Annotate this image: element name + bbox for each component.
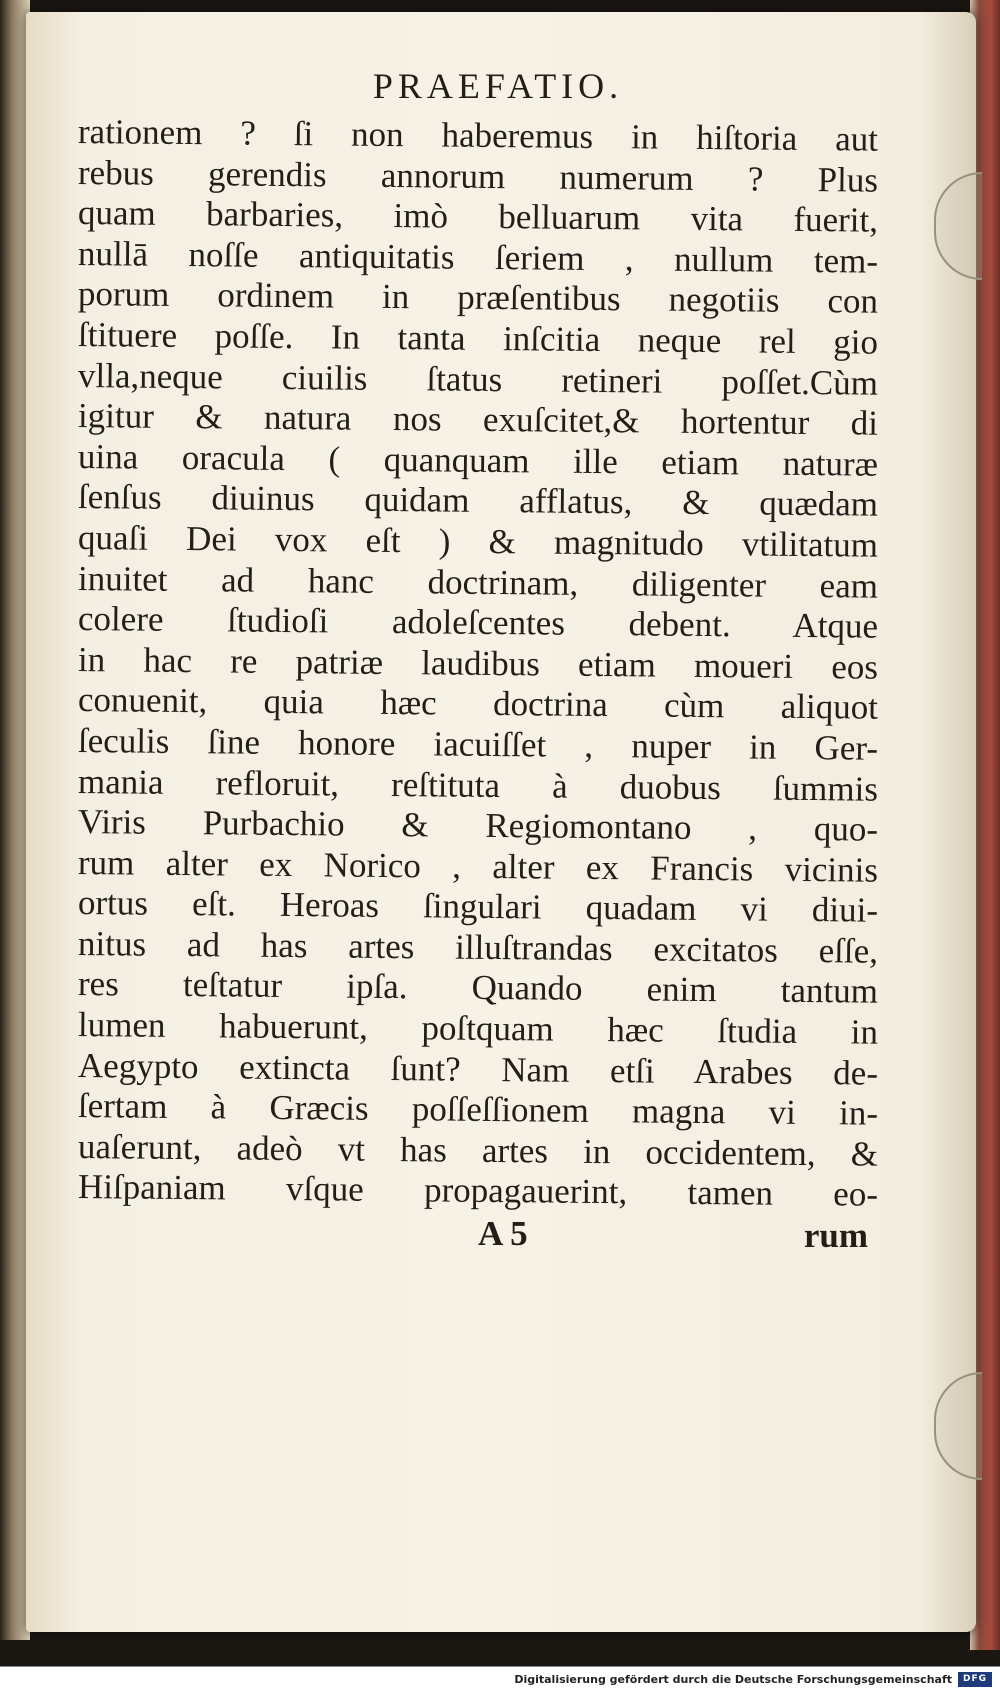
signature-mark: A 5 <box>478 1214 528 1254</box>
text-line: res teſtatur ipſa. Quando enim tantum <box>77 964 879 1012</box>
page-foot <box>78 1214 878 1262</box>
text-line: rebus gerendis annorum numerum ? Plus <box>77 152 879 200</box>
footer-bar <box>0 1666 1000 1695</box>
footer-credit: Digitalisierung gefördert durch die Deutsche Forschungsgemeinschaft <box>514 1673 952 1686</box>
text-line: Hiſpaniam vſque propagauerint, tamen eo- <box>77 1167 879 1215</box>
catchword: rum <box>803 1216 868 1256</box>
book-page <box>26 12 976 1632</box>
text-line: ſeculis ſine honore iacuiſſet , nuper in Ger- <box>77 720 879 768</box>
text-line: Viris Purbachio & Regiomontano , quo- <box>77 802 879 849</box>
text-line: nitus ad has artes illuſtrandas excitatos eſſe, <box>77 923 879 971</box>
text-line: porum ordinem in præſentibus negotiis con <box>77 274 879 322</box>
text-block <box>78 62 878 1262</box>
text-line: in hac re patriæ laudibus etiam moueri eos <box>77 639 879 687</box>
page-clip-top <box>934 172 982 280</box>
text-line: nullā noſſe antiquitatis ſeriem , nullum tem- <box>77 233 879 281</box>
text-line: rationem ? ſi non haberemus in hiſtoria aut <box>77 112 879 159</box>
text-line: ſenſus diuinus quidam afflatus, & quædam <box>77 477 879 525</box>
text-line: ſertam à Græcis poſſeſſionem magna vi in- <box>77 1086 879 1133</box>
text-line: rum alter ex Norico , alter ex Francis vicinis <box>77 842 879 890</box>
text-line: vlla,neque ciuilis ſtatus retineri poſſet.Cùm <box>77 355 879 403</box>
text-line: quam barbaries, imò belluarum vita fuerit, <box>77 193 879 240</box>
text-line: Aegypto extincta ſunt? Nam etſi Arabes de- <box>77 1045 879 1093</box>
text-line: conuenit, quia hæc doctrina cùm aliquot <box>77 680 879 727</box>
text-line: ortus eſt. Heroas ſingulari quadam vi diui- <box>77 883 879 930</box>
text-line: ſtituere poſſe. In tanta inſcitia neque rel gio <box>77 314 879 362</box>
text-line: inuitet ad hanc doctrinam, diligenter eam <box>77 558 879 606</box>
text-line: mania refloruit, reſtituta à duobus ſummis <box>77 761 879 809</box>
text-line: lumen habuerunt, poſtquam hæc ſtudia in <box>77 1005 879 1052</box>
running-head: PRAEFATIO. <box>372 66 624 106</box>
text-line: colere ſtudioſi adoleſcentes debent. Atque <box>77 599 879 646</box>
text-line: igitur & natura nos exuſcitet,& hortentur di <box>77 396 879 443</box>
dfg-logo: DFG <box>958 1672 992 1687</box>
page-clip-bottom <box>934 1372 982 1480</box>
text-line: uaſerunt, adeò vt has artes in occidentem, & <box>77 1126 879 1174</box>
text-line: uina oracula ( quanquam ille etiam naturæ <box>77 436 879 484</box>
body-text <box>77 112 879 1215</box>
text-line: quaſi Dei vox eſt ) & magnitudo vtilitatum <box>77 517 879 565</box>
